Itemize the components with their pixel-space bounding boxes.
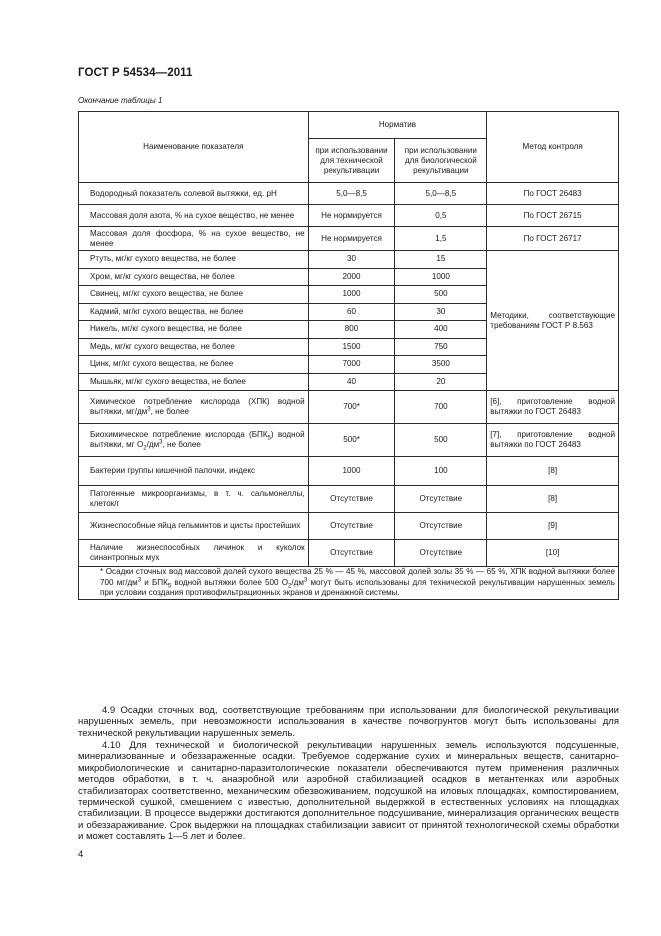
row-bio-value: Отсутствие — [395, 486, 487, 513]
row-bio-value: 30 — [395, 303, 487, 321]
header-control-method: Метод контроля — [487, 112, 619, 183]
row-tech-value: Отсутствие — [308, 513, 395, 540]
table-footnote-row — [79, 567, 619, 600]
row-method: [9] — [487, 513, 619, 540]
row-name: Бактерии группы кишечной палочки, индекс — [90, 466, 256, 475]
row-bio-value: 20 — [395, 373, 487, 391]
row-tech-value: Не нормируется — [308, 227, 395, 251]
row-bio-value: 1000 — [395, 268, 487, 286]
row-tech-value: 700* — [308, 391, 395, 424]
row-name: Массовая доля фосфора, % на сухое вещество, не менее — [90, 228, 305, 248]
row-bio-value: 15 — [395, 251, 487, 269]
row-bio-value: 500 — [395, 424, 487, 457]
row-bio-value: 5,0—8,5 — [395, 183, 487, 205]
table-row — [79, 391, 619, 424]
table-row — [79, 227, 619, 251]
table-row — [79, 183, 619, 205]
row-tech-value: 30 — [308, 251, 395, 269]
row-name: Патогенные микроорганизмы, в т. ч. сальмонеллы, клеток/г — [90, 489, 305, 508]
paragraph-4-10: 4.10 Для технической и биологической рекультивации нарушенных земель используются подсушенные, минерализованные и обеззараженные осадки. Требуемое содержание сухих и минеральных веществ, санитарно-микробиологические и санитарно-паразитологические показатели обеспечиваются путем применения различных методов обработки, в т. ч. анаэробной или аэробной стабилизацией осадков в метантенках или аэробных стабилизаторах соответственно, механическим обезвоживанием, подсушкой на иловых площадках, компостированием, термической сушкой, смешением с известью, дополнительной выдержкой в естественных условиях на площадках стабилизации. В процессе выдержки достигаются дополнительное подсушивание, минерализация органических веществ и обеззараживание. Срок выдержки на площадках стабилизации зависит от принятой технологической схемы обработки и может составлять 1—5 лет и более. — [78, 740, 619, 843]
row-method: [8] — [487, 457, 619, 486]
table-caption: Окончание таблицы 1 — [78, 96, 163, 105]
norms-table — [78, 111, 619, 600]
table-row — [79, 424, 619, 457]
row-tech-value: 2000 — [308, 268, 395, 286]
row-tech-value: 1000 — [308, 457, 395, 486]
table-row — [79, 486, 619, 513]
row-tech-value: 40 — [308, 373, 395, 391]
row-tech-value: 1000 — [308, 286, 395, 304]
table-row — [79, 205, 619, 227]
row-name: Массовая доля азота, % на сухое вещество, не менее — [90, 210, 295, 220]
row-name: Мышьяк, мг/кг сухого вещества, не более — [90, 376, 246, 386]
row-tech-value: Отсутствие — [308, 540, 395, 567]
table-row — [79, 540, 619, 567]
row-method: [7], приготовление водной вытяжки по ГОСТ 26483 — [487, 424, 619, 457]
row-name: Медь, мг/кг сухого вещества, не более — [90, 341, 235, 351]
row-bio-value: Отсутствие — [395, 540, 487, 567]
header-indicator-name: Наименование показателя — [79, 112, 309, 183]
paragraph-4-9: 4.9 Осадки сточных вод, соответствующие требованиям при использовании для биологической рекультивации нарушенных земель, при невозможности использования в качестве почвогрунтов могут быть использованы для технической рекультивации нарушенных земель. — [78, 705, 619, 739]
row-tech-value: 5,0—8,5 — [308, 183, 395, 205]
row-name: Биохимическое потребление кислорода $(БПК_5)$ водной вытяжки, мг $O_2/дм^3$, не более — [90, 430, 305, 452]
header-bio-recultivation: при использовании для биологической рекультивации — [395, 139, 487, 183]
row-method: По ГОСТ 26717 — [487, 227, 619, 251]
row-tech-value: Отсутствие — [308, 486, 395, 513]
row-tech-value: 1500 — [308, 338, 395, 356]
header-tech-recultivation: при использовании для технической рекультивации — [308, 139, 395, 183]
row-name: Химическое потребление кислорода (ХПК) водной вытяжки, $мг/дм^3$, не более — [90, 397, 305, 416]
row-tech-value: 7000 — [308, 356, 395, 374]
row-tech-value: 800 — [308, 321, 395, 339]
row-bio-value: 500 — [395, 286, 487, 304]
row-tech-value: Не нормируется — [308, 205, 395, 227]
row-method: По ГОСТ 26483 — [487, 183, 619, 205]
header-normative: Норматив — [308, 112, 487, 139]
row-bio-value: Отсутствие — [395, 513, 487, 540]
row-bio-value: 100 — [395, 457, 487, 486]
table-row — [79, 251, 619, 269]
row-name: Водородный показатель солевой вытяжки, ед. pH — [90, 188, 277, 198]
row-method: По ГОСТ 26715 — [487, 205, 619, 227]
row-name: Жизнеспособные яйца гельминтов и цисты простейших — [90, 521, 301, 530]
row-name: Цинк, мг/кг сухого вещества, не более — [90, 359, 234, 369]
row-bio-value: 400 — [395, 321, 487, 339]
page-number: 4 — [78, 849, 84, 860]
row-tech-value: 60 — [308, 303, 395, 321]
table-footnote: * Осадки сточных вод массовой долей сухого вещества 25 % — 45 %, массовой долей золы 35 % — 65 %, ХПК водной вытяжки более 700 $мг/дм^3$ и $БПК_5$ водной вытяжки более 500 $O_2/дм^3$ могут быть использованы для технической рекультивации нарушенных земель при условии создания противофильтрационных экранов и дренажной системы. — [79, 567, 619, 600]
row-tech-value: 500* — [308, 424, 395, 457]
row-bio-value: 1,5 — [395, 227, 487, 251]
row-name: Хром, мг/кг сухого вещества, не более — [90, 271, 235, 281]
row-name: Никель, мг/кг сухого вещества, не более — [90, 324, 242, 334]
row-method: [10] — [487, 540, 619, 567]
row-bio-value: 3500 — [395, 356, 487, 374]
row-bio-value: 750 — [395, 338, 487, 356]
table-row — [79, 513, 619, 540]
document-header-title: ГОСТ Р 54534—2011 — [78, 67, 193, 79]
row-method: [8] — [487, 486, 619, 513]
row-bio-value: 0,5 — [395, 205, 487, 227]
row-method: [6], приготовление водной вытяжки по ГОСТ 26483 — [487, 391, 619, 424]
table-row — [79, 457, 619, 486]
row-name: Ртуть, мг/кг сухого вещества, не более — [90, 254, 236, 264]
row-name: Свинец, мг/кг сухого вещества, не более — [90, 289, 243, 299]
row-name: Наличие жизнеспособных личинок и куколок синантропных мух — [90, 543, 305, 562]
row-bio-value: 700 — [395, 391, 487, 424]
metals-method: Методики, соответствующие требованиям ГОСТ Р 8.563 — [487, 251, 619, 391]
row-name: Кадмий, мг/кг сухого вещества, не более — [90, 306, 244, 316]
